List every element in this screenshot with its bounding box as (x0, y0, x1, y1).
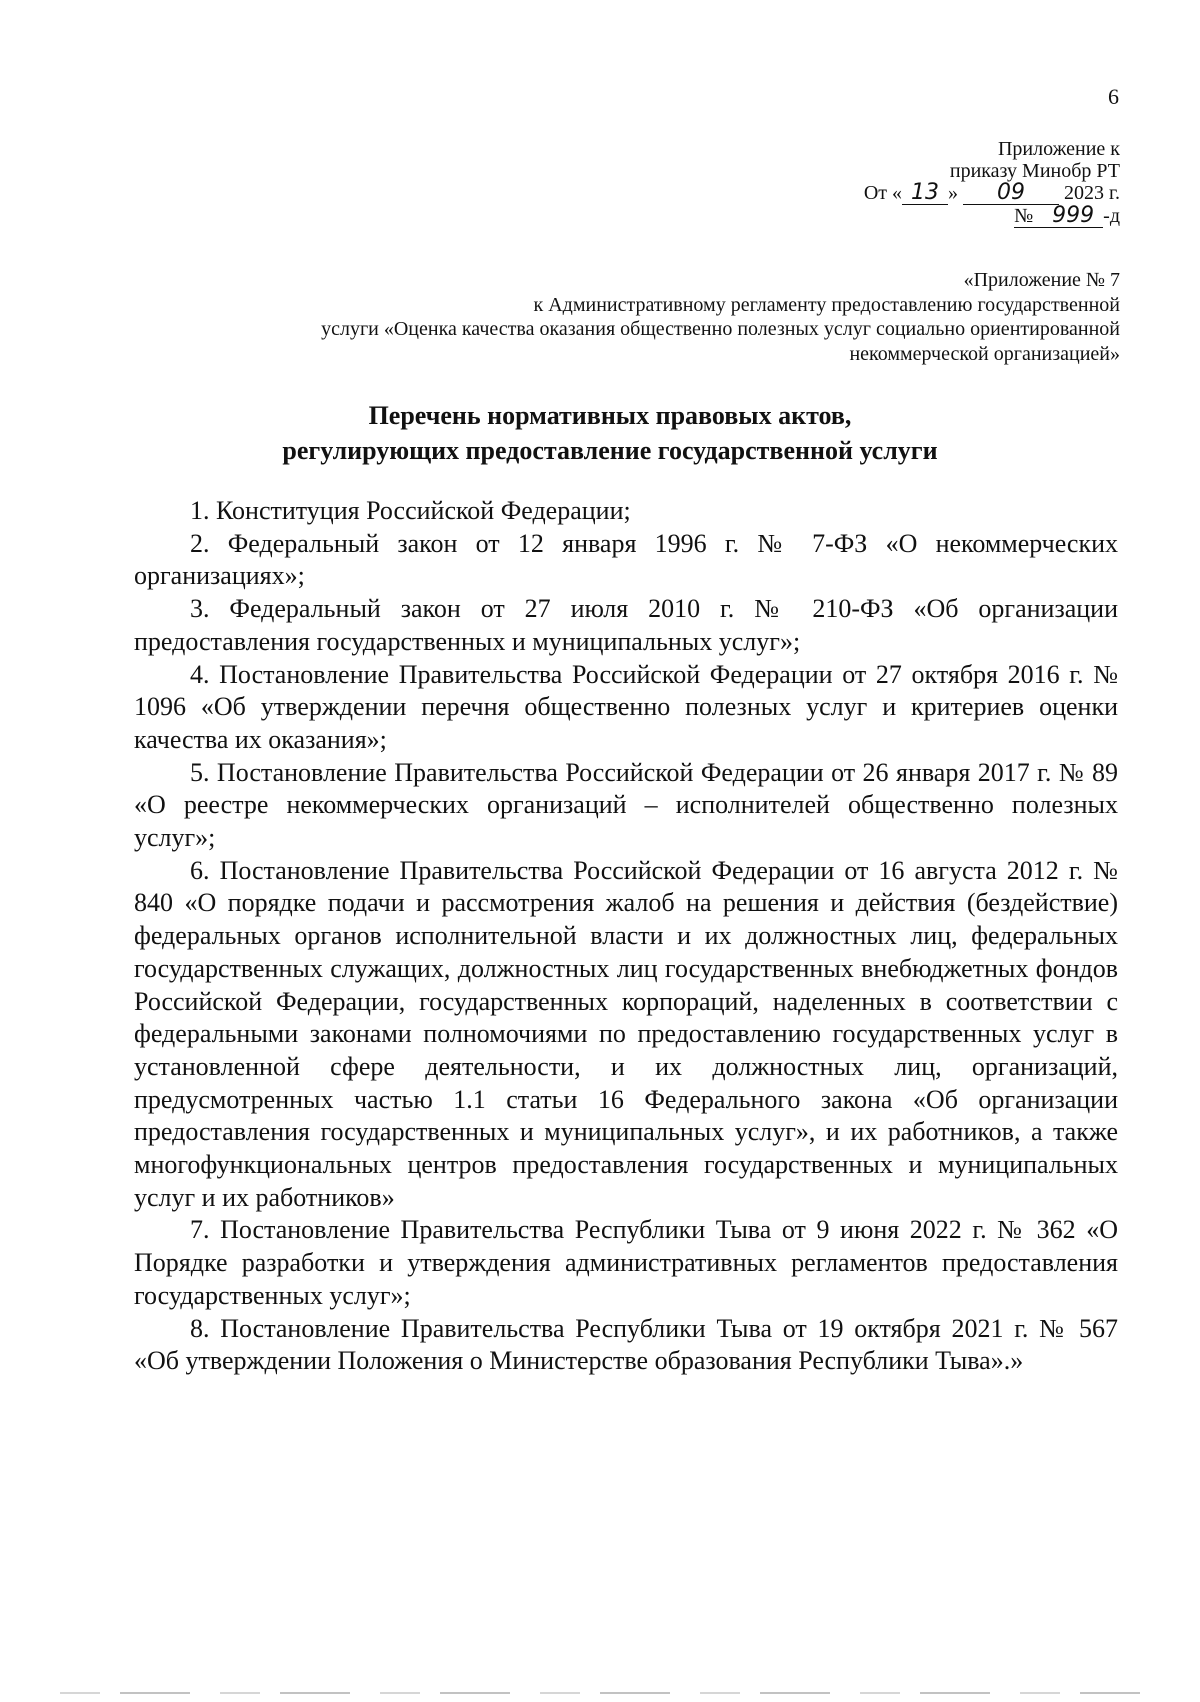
list-item: 5. Постановление Правительства Российской Федерации от 26 января 2017 г. № 89 «О реестре некоммерческих организаций – исполнителей общественно полезных услуг»; (134, 757, 1118, 853)
date-year: 2023 г. (1064, 182, 1120, 204)
approval-stamp-block (720, 138, 1120, 228)
date-mid: » (948, 182, 959, 204)
list-item: 7. Постановление Правительства Республики Тыва от 9 июня 2022 г. № 362 «О Порядке разработки и утверждения административных регламентов предоставления государственных услуг»; (134, 1215, 1118, 1310)
title-line-2: регулирующих предоставление государственной услуги (282, 436, 938, 465)
appendix-line-3: услуги «Оценка качества оказания общественно полезных услуг социально ориентированной (321, 318, 1120, 340)
handwritten-day: 13 (902, 182, 948, 205)
number-underline (1014, 205, 1103, 228)
appendix-line-2: к Административному регламенту предоставлению государственной (533, 293, 1120, 316)
appendix-line-4: некоммерческой организацией» (849, 342, 1120, 365)
list-item: 2. Федеральный закон от 12 января 1996 г. № 7-ФЗ «О некоммерческих организациях»; (134, 528, 1118, 591)
title-line-1: Перечень нормативных правовых актов, (368, 401, 852, 430)
appendix-line-1: «Приложение № 7 (963, 269, 1120, 291)
page-number: 6 (1108, 84, 1119, 109)
approval-line-2: приказу Минобр РТ (949, 160, 1120, 182)
list-item: 6. Постановление Правительства Российской Федерации от 16 августа 2012 г. № 840 «О порядке подачи и рассмотрения жалоб на решения и действия (бездействие) федеральных органов исполнительной власти и их должностных лиц, федеральных государственных служащих, должностных лиц государственных внебюджетных фондов Российской Федерации, государственных корпораций, наделенных в соответствии с федеральными законами полномочиями по предоставлению государственных услуг в установленной сфере деятельности, и их должностных лиц, организаций, предусмотренных частью 1.1 статьи 16 Федерального закона «Об организации предоставления государственных и муниципальных услуг», и их работников, а также многофункциональных центров предоставления государственных и муниципальных услуг и их работников» (134, 855, 1118, 1212)
approval-line-1: Приложение к (997, 138, 1120, 160)
number-prefix: № (1014, 205, 1034, 227)
date-prefix: От « (863, 182, 903, 204)
list-item: 3. Федеральный закон от 27 июля 2010 г. № 210-ФЗ «Об организации предоставления государственных и муниципальных услуг»; (134, 594, 1118, 656)
approval-date-line (720, 182, 1120, 205)
legal-acts-list (134, 495, 1118, 1378)
handwritten-month: 09 (963, 182, 1059, 205)
list-item: 8. Постановление Правительства Республики Тыва от 19 октября 2021 г. № 567 «Об утверждении Положения о Министерстве образования Республики Тыва».» (134, 1313, 1118, 1376)
document-title (120, 398, 1100, 468)
handwritten-number: 999 (1052, 203, 1095, 228)
approval-number-line (720, 205, 1120, 228)
scan-edge-artifact (60, 1692, 1140, 1694)
appendix-reference (220, 268, 1120, 366)
number-suffix: -д (1103, 205, 1120, 227)
list-item: 1. Конституция Российской Федерации; (190, 496, 631, 525)
list-item: 4. Постановление Правительства Российской Федерации от 27 октября 2016 г. № 1096 «Об утверждении перечня общественно полезных услуг и критериев оценки качества их оказания»; (134, 659, 1118, 754)
